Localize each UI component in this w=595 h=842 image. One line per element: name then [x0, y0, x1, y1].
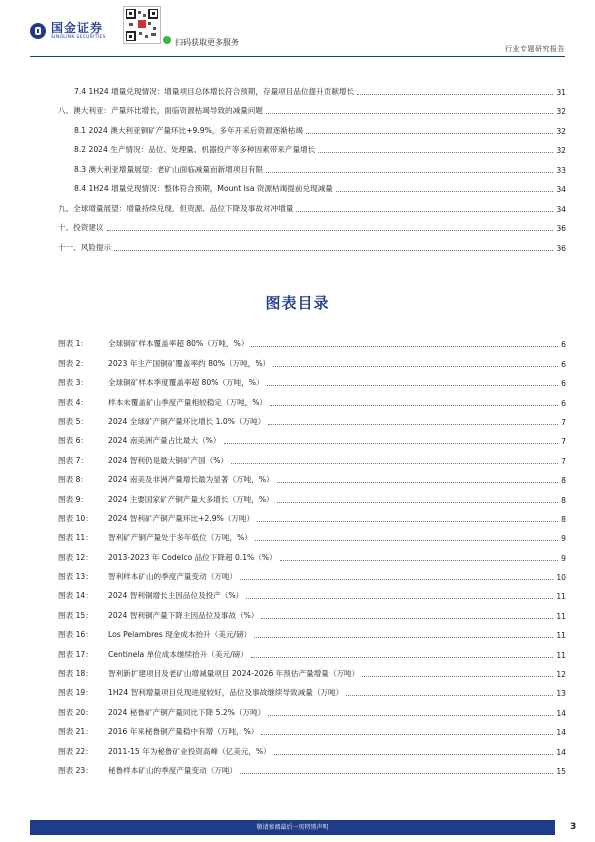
leader-dots [318, 152, 553, 153]
toc-entry-title: 8.3 澳大利亚增量展望：老矿山面临减量而新增项目有限 [74, 164, 264, 174]
toc-entry-page: 36 [556, 243, 566, 253]
toc-entry-title: 8.2 2024 生产情况：品位、处理量、机器投产等多种因素带来产量增长 [74, 145, 316, 154]
toc-entry[interactable] [58, 214, 566, 234]
figure-entry-page: 13 [556, 689, 566, 699]
figure-entry[interactable] [58, 698, 566, 717]
figure-entry-label: 图表 15： [58, 610, 93, 620]
leader-dots [277, 502, 559, 503]
footer-disclaimer: 敬请参阅最后一页特别声明 [30, 820, 555, 835]
qr-code-icon[interactable] [123, 6, 161, 44]
leader-dots [251, 346, 558, 347]
figure-entry-title: 2024 智利铜产量下降主因品位及事故（%） [108, 610, 259, 620]
page-footer [0, 820, 595, 842]
logo-name-en: SINOLINK SECURITIES [51, 35, 106, 40]
figure-entry-page: 8 [561, 476, 566, 486]
toc-entry-page: 36 [556, 224, 566, 233]
figure-entry[interactable] [58, 737, 566, 756]
figure-entry-page: 11 [556, 611, 566, 621]
leader-dots [251, 657, 554, 658]
figure-entry-title: 样本未覆盖矿山季度产量相较稳定（万吨，%） [108, 397, 268, 407]
toc-entry[interactable] [58, 116, 566, 136]
figure-entry[interactable] [58, 408, 566, 427]
figure-entry[interactable] [58, 330, 566, 349]
figure-entry-page: 11 [556, 650, 566, 660]
figure-entry-page: 8 [561, 514, 566, 524]
figure-entry-page: 9 [561, 553, 566, 563]
toc-entry-title: 8.4 1H24 增量兑现情况：整体符合预期，Mount Isa 资源枯竭提前兑现减量 [74, 184, 333, 193]
figure-entry-label: 图表 2： [58, 358, 89, 368]
figure-entry-title: 2023 年主产国铜矿覆盖率约 80%（万吨，%） [108, 358, 271, 368]
figure-entry[interactable] [58, 505, 566, 524]
page-header [0, 0, 595, 56]
toc-entry[interactable] [58, 136, 566, 156]
figures-index [58, 330, 566, 776]
leader-dots [270, 405, 558, 406]
figure-entry[interactable] [58, 466, 566, 485]
figure-entry-title: 全球铜矿样本覆盖率超 80%（万吨，%） [108, 339, 249, 349]
logo-icon [30, 23, 46, 39]
leader-dots [261, 734, 553, 735]
leader-dots [224, 443, 559, 444]
figure-entry-title: 2024 南美及非洲产量增长最为显著（万吨，%） [108, 475, 274, 485]
figure-entry-title: 2011-15 年为秘鲁矿业投资高峰（亿美元，%） [108, 746, 271, 756]
leader-dots [246, 598, 553, 599]
leader-dots [266, 172, 553, 173]
figure-entry-page: 10 [556, 573, 566, 583]
toc-entry-title: 十、投资建议 [58, 223, 104, 232]
leader-dots [255, 540, 558, 541]
figure-entry-label: 图表 17： [58, 649, 93, 659]
figure-entry-page: 11 [556, 631, 566, 641]
toc-entry-title: 7.4 1H24 增量兑现情况：增量项目总体增长符合预期，存量项目品位提升贡献增长 [74, 86, 355, 96]
figure-entry-page: 6 [561, 379, 566, 389]
leader-dots [296, 211, 553, 212]
figure-entry-title: Los Pelambres 现金成本抬升（美元/磅） [108, 630, 252, 640]
figure-entry-label: 图表 16： [58, 630, 93, 640]
figure-entry[interactable] [58, 757, 566, 776]
leader-dots [240, 773, 553, 774]
figure-entry-page: 6 [561, 340, 566, 350]
figure-entry-label: 图表 7： [58, 455, 89, 465]
figure-entry-label: 图表 20： [58, 707, 93, 717]
leader-dots [268, 715, 553, 716]
figure-entry-title: 秘鲁样本矿山的季度产量变动（万吨） [108, 765, 238, 775]
figure-entry[interactable] [58, 582, 566, 601]
figure-entry-title: Centinela 单位成本继续抬升（美元/磅） [108, 649, 248, 659]
figure-entry-label: 图表 18： [58, 669, 93, 679]
figure-entry-label: 图表 13： [58, 572, 93, 582]
figure-entry-label: 图表 9： [58, 494, 89, 504]
figure-entry-title: 2024 智利仍是最大铜矿产国（%） [108, 455, 229, 465]
page-number: 3 [570, 822, 577, 832]
figure-entry-title: 智利样本矿山的季度产量变动（万吨） [108, 572, 238, 582]
toc-entry-page: 32 [556, 107, 566, 116]
figure-entry-title: 1H24 智利增量项目兑现进度较好，品位及事故继续导致减量（万吨） [108, 688, 344, 698]
figure-entry-label: 图表 10： [58, 513, 93, 523]
toc-entry-page: 31 [556, 87, 566, 97]
figure-entry-label: 图表 6： [58, 436, 89, 446]
figure-entry[interactable] [58, 718, 566, 737]
figure-entry-title: 2013-2023 年 Codelco 品位下降超 0.1%（%） [108, 552, 277, 562]
figure-entry[interactable] [58, 660, 566, 679]
leader-dots [362, 676, 553, 677]
scan-prompt: 扫码获取更多服务 [175, 38, 239, 47]
figure-entry[interactable] [58, 427, 566, 446]
leader-dots [346, 695, 553, 696]
wechat-icon [163, 36, 171, 44]
figure-entry-page: 14 [556, 747, 566, 757]
toc-entry-page: 33 [556, 165, 566, 175]
figure-entry-label: 图表 11： [58, 533, 93, 543]
figure-entry[interactable] [58, 388, 566, 407]
figure-entry-title: 2024 全球矿产铜产量环比增长 1.0%（万吨） [108, 416, 266, 426]
figure-entry[interactable] [58, 601, 566, 620]
figure-entry[interactable] [58, 349, 566, 368]
figure-entry-title: 2016 年来秘鲁铜产量稳中有增（万吨，%） [108, 727, 259, 737]
figure-entry-title: 2024 主要国家矿产铜产量大多增长（万吨，%） [108, 494, 274, 504]
table-of-contents [58, 77, 566, 253]
toc-entry-page: 32 [556, 146, 566, 155]
figure-entry-label: 图表 1： [58, 339, 89, 349]
leader-dots [240, 579, 553, 580]
figure-entry-label: 图表 3： [58, 378, 89, 388]
figure-entry[interactable] [58, 543, 566, 562]
figure-entry-page: 7 [561, 417, 566, 427]
figure-entry[interactable] [58, 621, 566, 640]
toc-entry-title: 十一、风险提示 [58, 242, 112, 252]
toc-entry-title: 八、澳大利亚：产量环比增长，面临资源枯竭导致的减量问题 [58, 106, 264, 115]
figure-entry[interactable] [58, 524, 566, 543]
figure-entry-label: 图表 8： [58, 475, 89, 485]
leader-dots [254, 637, 553, 638]
figure-entry-label: 图表 19： [58, 688, 93, 698]
figure-entry-title: 2024 秘鲁矿产铜产量同比下降 5.2%（万吨） [108, 707, 266, 717]
leader-dots [277, 482, 559, 483]
figure-entry-title: 2024 智利铜增长主因品位及投产（%） [108, 591, 244, 601]
figures-index-title: 图表目录 [265, 294, 330, 312]
figure-entry-title: 2024 南美洲产量占比最大（%） [108, 436, 221, 446]
toc-entry-page: 34 [556, 185, 566, 194]
figure-entry-label: 图表 14： [58, 591, 93, 601]
figure-entry-page: 8 [561, 495, 566, 505]
leader-dots [306, 133, 553, 134]
figure-entry[interactable] [58, 485, 566, 504]
figure-entry-page: 7 [561, 437, 566, 447]
header-divider [30, 56, 565, 57]
figure-entry-label: 图表 12： [58, 552, 93, 562]
figure-entry-page: 12 [556, 670, 566, 680]
leader-dots [261, 618, 553, 619]
figure-entry[interactable] [58, 563, 566, 582]
toc-entry[interactable] [58, 77, 566, 97]
figure-entry-label: 图表 4： [58, 397, 89, 407]
leader-dots [114, 250, 553, 251]
figure-entry[interactable] [58, 640, 566, 659]
figure-entry-page: 6 [561, 359, 566, 369]
leader-dots [267, 385, 559, 386]
figure-entry-label: 图表 22： [58, 746, 93, 756]
figure-entry-title: 2024 智利矿产铜产量环比+2.9%（万吨） [108, 513, 255, 523]
leader-dots [280, 560, 558, 561]
figure-entry-label: 图表 23： [58, 765, 93, 775]
leader-dots [268, 424, 558, 425]
figure-entry-page: 15 [556, 766, 566, 776]
logo-name-cn: 国金证券 [51, 21, 104, 35]
figure-entry-title: 智利新扩建项目及老矿山增减量项目 2024-2026 年预估产量增量（万吨） [108, 669, 360, 679]
toc-entry-title: 九、全球增量展望：增量持续兑现，但资源、品位下降及事故对冲增量 [58, 203, 294, 213]
figure-entry[interactable] [58, 446, 566, 465]
figure-entry-title: 全球铜矿样本季度覆盖率超 80%（万吨，%） [108, 378, 264, 388]
figure-entry-page: 14 [556, 728, 566, 738]
figure-entry-title: 智利矿产铜产量处于多年低位（万吨，%） [108, 533, 252, 543]
toc-entry[interactable] [58, 175, 566, 195]
toc-entry-page: 34 [556, 204, 566, 214]
figure-entry-label: 图表 21： [58, 727, 93, 737]
company-logo [30, 22, 106, 41]
leader-dots [231, 463, 558, 464]
leader-dots [266, 113, 553, 114]
leader-dots [274, 754, 553, 755]
figure-entry-page: 14 [556, 708, 566, 718]
toc-entry[interactable] [58, 233, 566, 253]
figure-entry-page: 11 [556, 592, 566, 602]
leader-dots [357, 94, 553, 95]
figure-entry-page: 7 [561, 456, 566, 466]
leader-dots [257, 521, 558, 522]
report-type-label: 行业专题研究报告 [505, 45, 565, 53]
figure-entry[interactable] [58, 369, 566, 388]
figure-entry[interactable] [58, 679, 566, 698]
toc-entry[interactable] [58, 194, 566, 214]
figure-entry-page: 9 [561, 534, 566, 544]
leader-dots [336, 191, 553, 192]
leader-dots [273, 366, 558, 367]
leader-dots [107, 230, 554, 231]
toc-entry-page: 32 [556, 126, 566, 136]
toc-entry[interactable] [58, 155, 566, 175]
figure-entry-label: 图表 5： [58, 416, 89, 426]
toc-entry[interactable] [58, 97, 566, 117]
figure-entry-page: 6 [561, 398, 566, 408]
toc-entry-title: 8.1 2024 澳大利亚铜矿产量环比+9.9%，多年开采后资源逐渐枯竭 [74, 125, 303, 135]
